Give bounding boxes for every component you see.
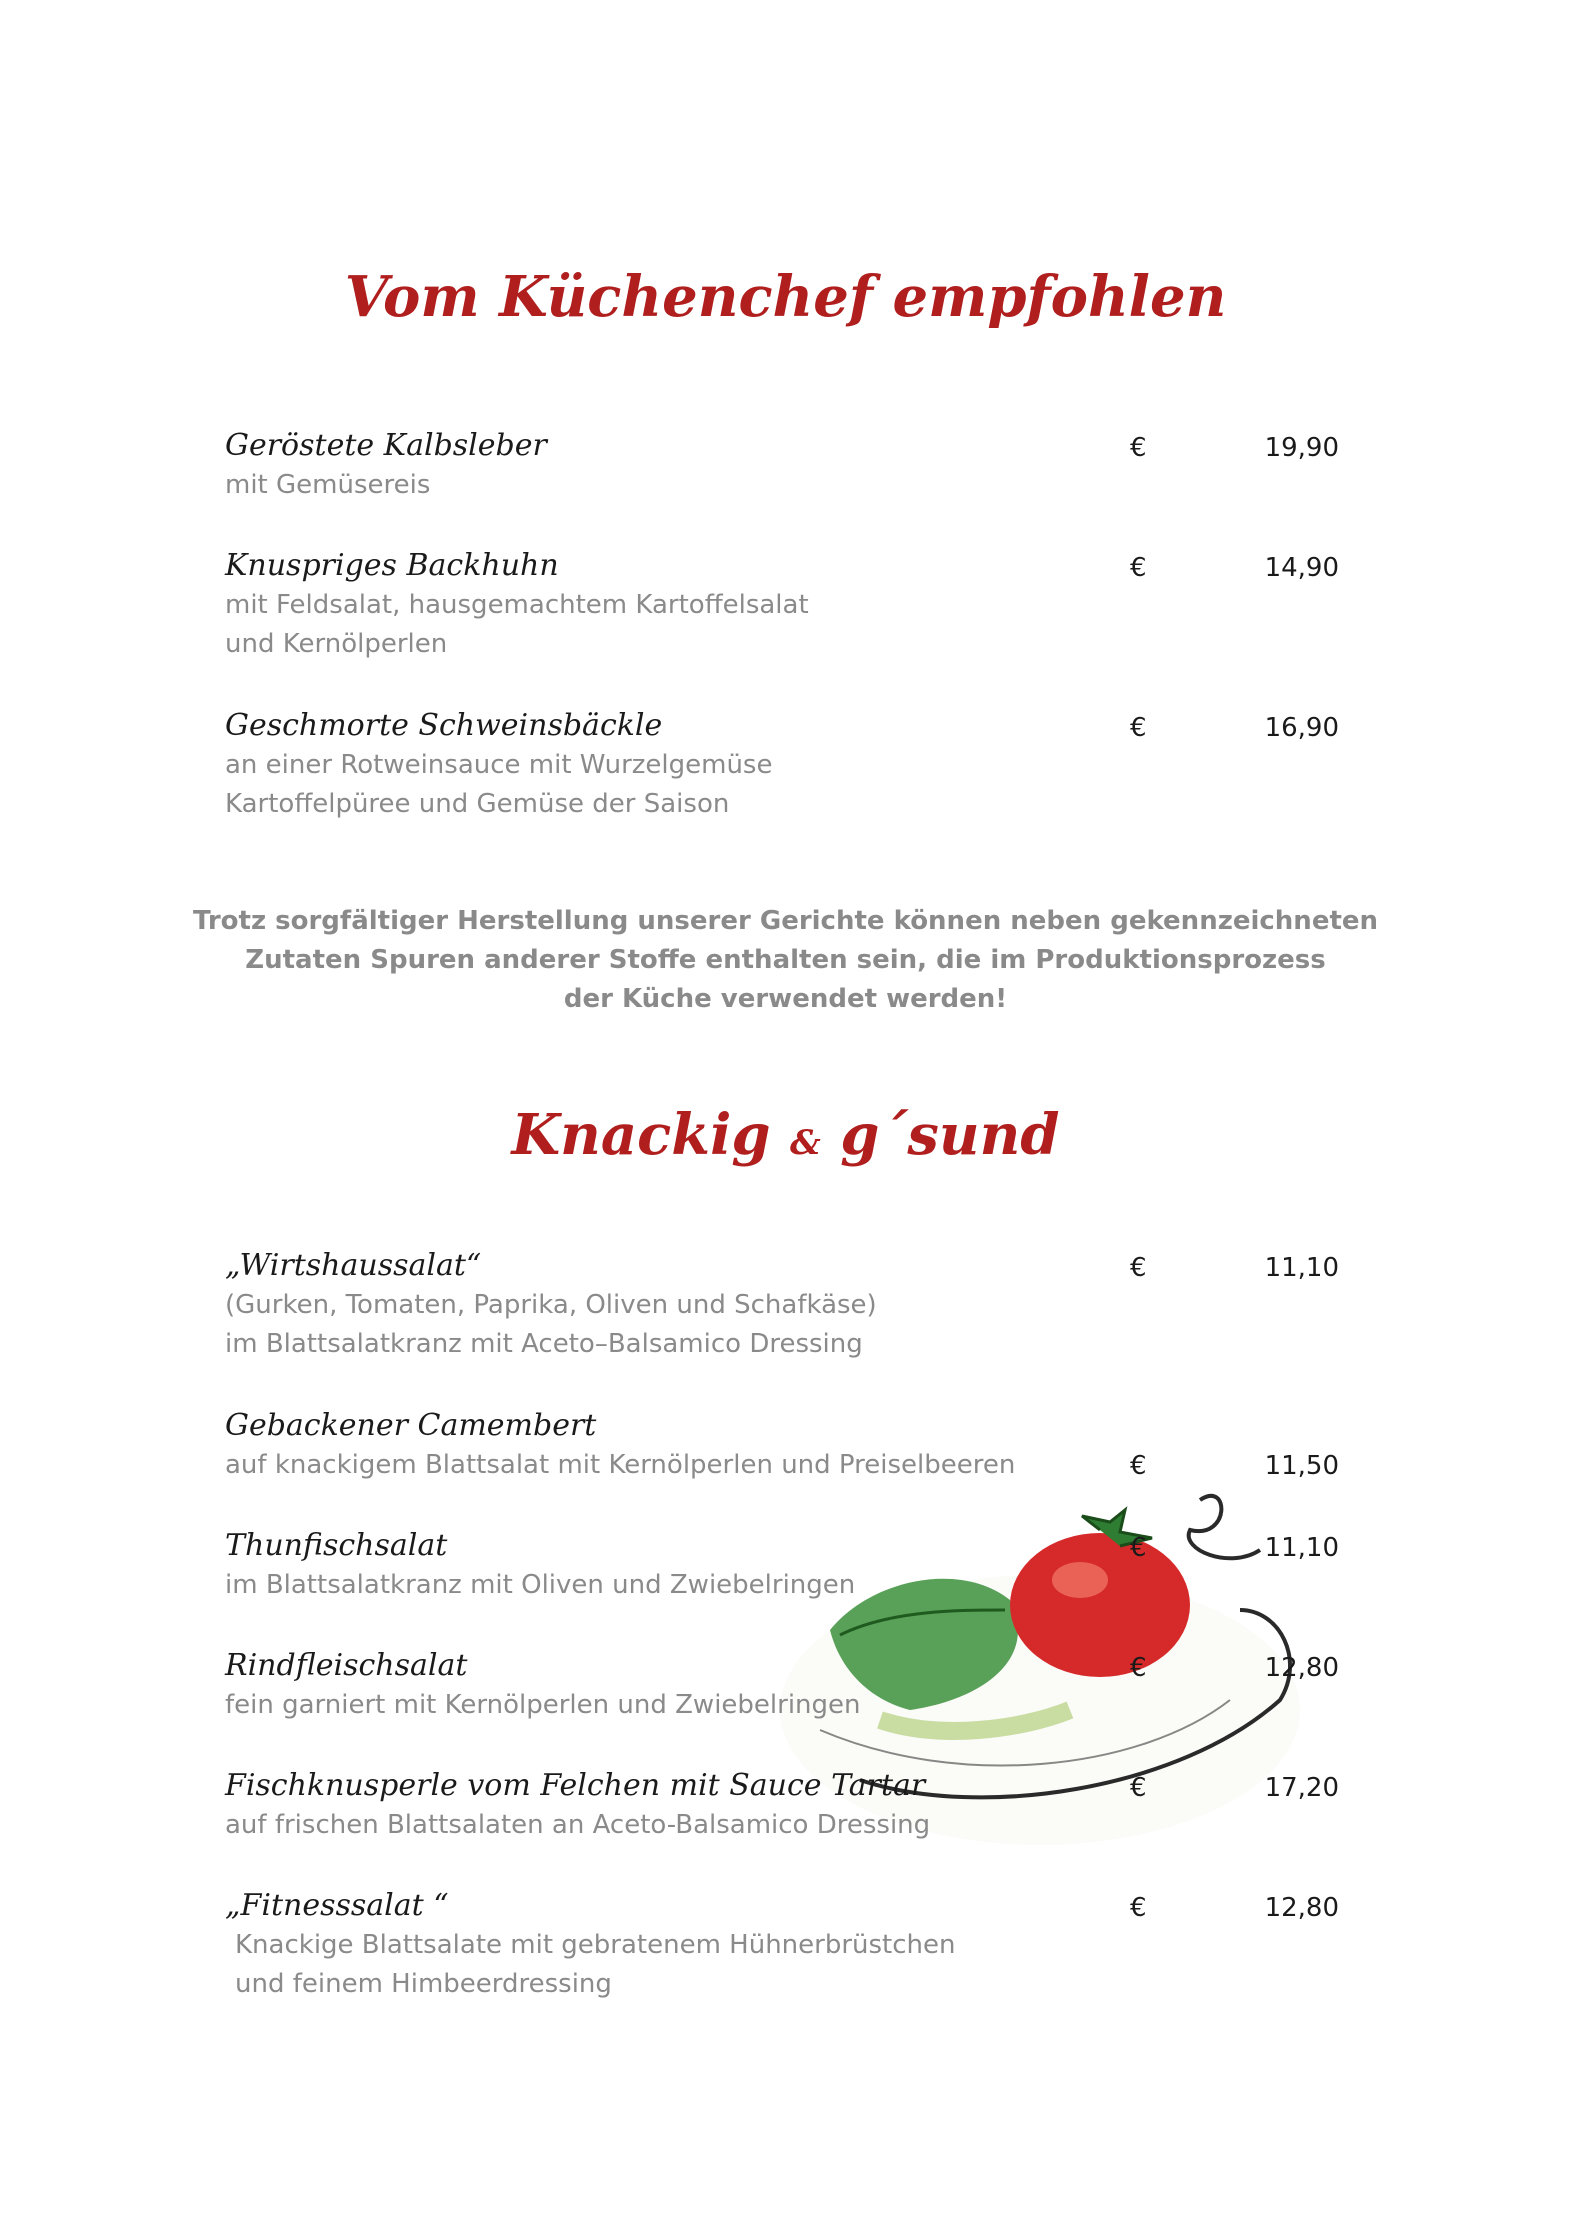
dish-price: 17,20 bbox=[1264, 1773, 1339, 1803]
menu-item bbox=[225, 426, 1345, 505]
menu-item bbox=[225, 1766, 1345, 1845]
menu-item bbox=[225, 1406, 1345, 1485]
menu-item bbox=[225, 546, 1345, 664]
dish-name: „Wirtshaussalat“ bbox=[225, 1248, 482, 1283]
dish-name: Rindfleischsalat bbox=[225, 1648, 468, 1683]
dish-description: fein garniert mit Kernölperlen und Zwiebelringen bbox=[225, 1690, 861, 1720]
currency-symbol: € bbox=[1130, 1773, 1147, 1803]
currency-symbol: € bbox=[1130, 433, 1147, 463]
dish-price: 12,80 bbox=[1264, 1893, 1339, 1923]
dish-name: Knuspriges Backhuhn bbox=[225, 548, 559, 583]
dish-price: 12,80 bbox=[1264, 1653, 1339, 1683]
dish-description: Kartoffelpüree und Gemüse der Saison bbox=[225, 789, 730, 819]
title-part: g´sund bbox=[840, 1102, 1060, 1168]
dish-description: und feinem Himbeerdressing bbox=[235, 1969, 612, 1999]
dish-description: mit Gemüsereis bbox=[225, 470, 431, 500]
dish-name: Thunfischsalat bbox=[225, 1528, 448, 1563]
dish-name: Geröstete Kalbsleber bbox=[225, 428, 547, 463]
dish-description: auf frischen Blattsalaten an Aceto-Balsamico Dressing bbox=[225, 1810, 931, 1840]
dish-description: im Blattsalatkranz mit Oliven und Zwiebelringen bbox=[225, 1570, 856, 1600]
dish-description: im Blattsalatkranz mit Aceto–Balsamico Dressing bbox=[225, 1329, 863, 1359]
dish-description: auf knackigem Blattsalat mit Kernölperlen und Preiselbeeren bbox=[225, 1450, 1016, 1480]
currency-symbol: € bbox=[1130, 1653, 1147, 1683]
dish-name: Gebackener Camembert bbox=[225, 1408, 597, 1443]
currency-symbol: € bbox=[1130, 553, 1147, 583]
menu-item bbox=[225, 706, 1345, 824]
dish-price: 11,10 bbox=[1264, 1533, 1339, 1563]
notice-line: der Küche verwendet werden! bbox=[563, 984, 1008, 1014]
dish-price: 11,50 bbox=[1264, 1451, 1339, 1481]
dish-description: an einer Rotweinsauce mit Wurzelgemüse bbox=[225, 750, 773, 780]
dish-name: „Fitnesssalat “ bbox=[225, 1888, 449, 1923]
currency-symbol: € bbox=[1130, 1253, 1147, 1283]
menu-item bbox=[225, 1526, 1345, 1605]
dish-price: 11,10 bbox=[1264, 1253, 1339, 1283]
title-ampersand: & bbox=[790, 1123, 821, 1163]
section-title-salads bbox=[0, 1100, 1571, 1178]
menu-item bbox=[225, 1646, 1345, 1725]
currency-symbol: € bbox=[1130, 713, 1147, 743]
dish-description: mit Feldsalat, hausgemachtem Kartoffelsalat bbox=[225, 590, 809, 620]
dish-price: 19,90 bbox=[1264, 433, 1339, 463]
dish-name: Fischknusperle vom Felchen mit Sauce Tartar bbox=[225, 1768, 926, 1803]
currency-symbol: € bbox=[1130, 1451, 1147, 1481]
dish-description: und Kernölperlen bbox=[225, 629, 448, 659]
currency-symbol: € bbox=[1130, 1893, 1147, 1923]
dish-price: 16,90 bbox=[1264, 713, 1339, 743]
dish-description: (Gurken, Tomaten, Paprika, Oliven und Schafkäse) bbox=[225, 1290, 877, 1320]
dish-price: 14,90 bbox=[1264, 553, 1339, 583]
notice-line: Zutaten Spuren anderer Stoffe enthalten sein, die im Produktionsprozess bbox=[245, 945, 1326, 975]
menu-item bbox=[225, 1246, 1345, 1364]
section-title-chef-recommendations: Vom Küchenchef empfohlen bbox=[344, 264, 1227, 330]
title-part: Knackig bbox=[511, 1102, 771, 1168]
dish-name: Geschmorte Schweinsbäckle bbox=[225, 708, 663, 743]
currency-symbol: € bbox=[1130, 1533, 1147, 1563]
menu-item bbox=[225, 1886, 1345, 2004]
notice-line: Trotz sorgfältiger Herstellung unserer Gerichte können neben gekennzeichneten bbox=[192, 906, 1379, 936]
dish-description: Knackige Blattsalate mit gebratenem Hühnerbrüstchen bbox=[235, 1930, 956, 1960]
allergen-notice bbox=[0, 902, 1571, 1019]
